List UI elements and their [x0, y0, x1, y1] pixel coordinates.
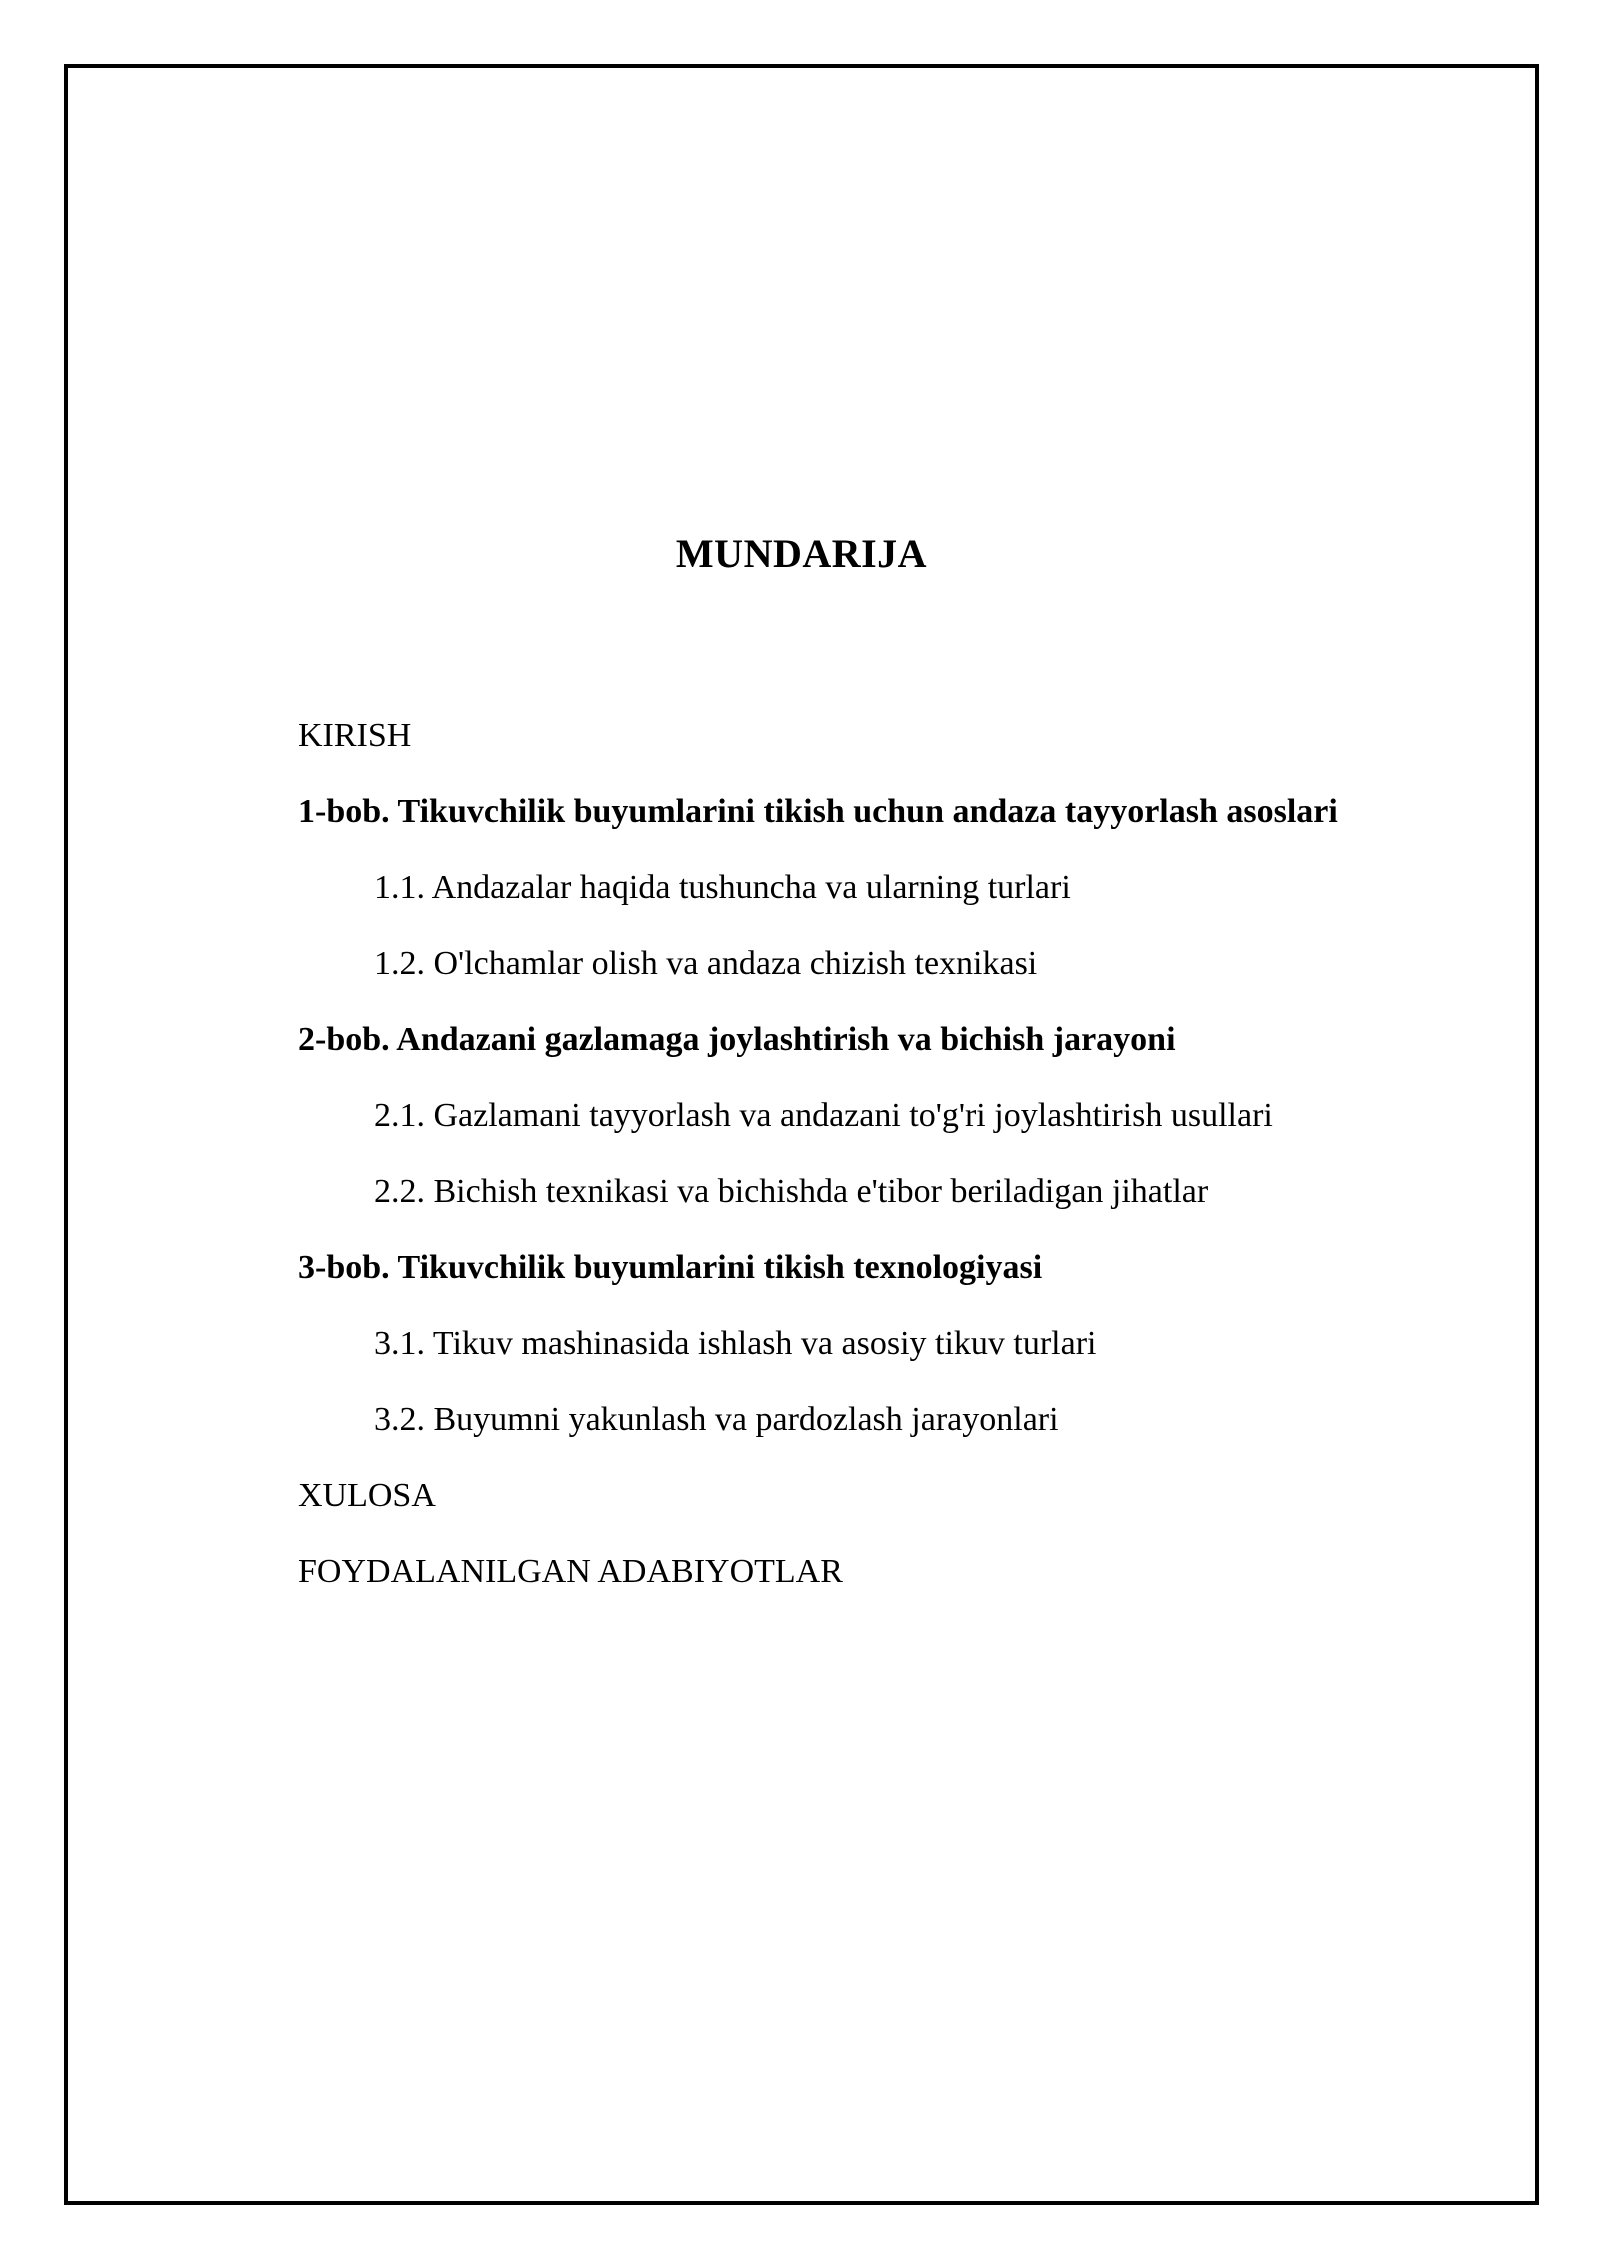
- toc-section-2-1: 2.1. Gazlamani tayyorlash va andazani to'g'ri joylashtirish usullari: [374, 1097, 1273, 1134]
- toc-section-1-2: 1.2. O'lchamlar olish va andaza chizish texnikasi: [374, 945, 1038, 982]
- toc-section-2-2: 2.2. Bichish texnikasi va bichishda e'tibor beriladigan jihatlar: [374, 1173, 1209, 1210]
- page-title: MUNDARIJA: [675, 531, 928, 576]
- toc-chapter-1: 1-bob. Tikuvchilik buyumlarini tikish uchun andaza tayyorlash asoslari: [298, 793, 1338, 830]
- toc-section-3-2: 3.2. Buyumni yakunlash va pardozlash jarayonlari: [374, 1401, 1059, 1438]
- page-border: [64, 64, 1539, 2205]
- toc-entry-references: FOYDALANILGAN ADABIYOTLAR: [298, 1553, 843, 1590]
- toc-chapter-3: 3-bob. Tikuvchilik buyumlarini tikish texnologiyasi: [298, 1249, 1043, 1286]
- toc-section-1-1: 1.1. Andazalar haqida tushuncha va ularning turlari: [374, 869, 1071, 906]
- toc-entry-kirish: KIRISH: [298, 717, 412, 754]
- table-of-contents: [298, 710, 1538, 1622]
- toc-entry-xulosa: XULOSA: [298, 1477, 436, 1514]
- toc-section-3-1: 3.1. Tikuv mashinasida ishlash va asosiy tikuv turlari: [374, 1325, 1097, 1362]
- toc-chapter-2: 2-bob. Andazani gazlamaga joylashtirish va bichish jarayoni: [298, 1021, 1176, 1058]
